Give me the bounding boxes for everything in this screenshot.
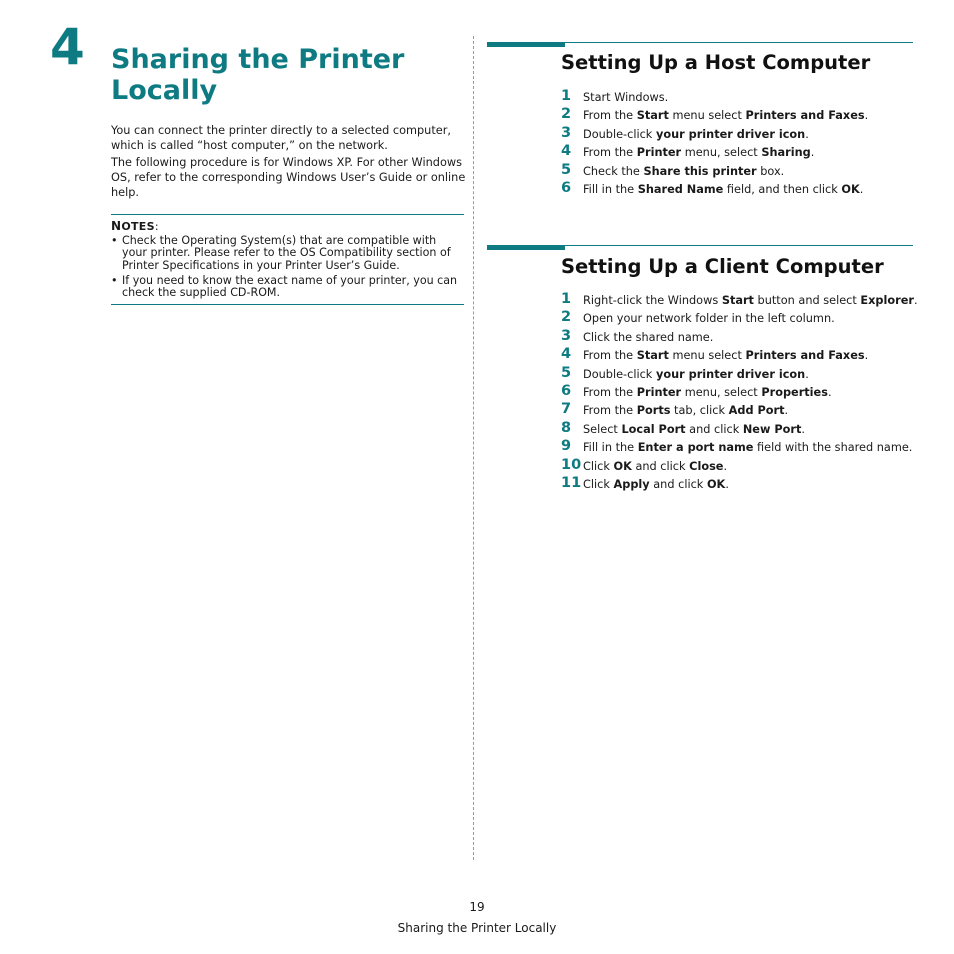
notes-heading-initial: N [111,219,122,233]
step-item [561,346,921,364]
step-number: 5 [561,161,572,178]
step-number: 8 [561,419,572,436]
step-text [583,91,668,105]
step-text-part: box. [756,164,785,178]
step-text-bold: Local Port [621,422,686,436]
step-text [583,368,809,382]
chapter-title: Sharing the Printer Locally [111,44,405,106]
step-text-part: . [801,422,805,436]
section-rule-bar [487,42,565,47]
step-text [583,294,918,308]
step-text-part: Click [583,459,614,473]
step-item [561,291,921,309]
step-text-bold: OK [613,459,632,473]
step-item [561,383,921,401]
step-text-bold: Properties [761,385,828,399]
step-text-bold: your printer driver icon [655,367,806,381]
step-item [561,401,921,419]
step-text-part: Open your network folder in the left column. [583,312,835,326]
step-number: 7 [561,401,572,418]
step-text-part: and click [649,477,707,491]
step-number: 6 [561,179,572,196]
step-text-part: From the [583,349,637,363]
step-text-part: From the [583,146,637,160]
step-text-part: . [784,404,789,418]
step-text-bold: Start [636,109,669,123]
step-text [583,404,788,418]
step-text [583,109,868,123]
step-text-part: . [827,385,832,399]
step-text-part: Double-click [583,127,656,141]
step-item [561,438,921,456]
step-text-part: . [725,477,729,491]
step-number: 1 [561,291,572,307]
step-text-part: From the [583,109,637,123]
step-text-bold: Start [721,294,754,307]
step-text [583,478,729,492]
step-item [561,88,921,106]
step-text-bold: Add Port [728,404,785,418]
step-text-bold: Close [689,459,724,473]
step-item [561,106,921,124]
step-text-bold: Printer [636,385,682,399]
step-number: 4 [561,346,572,363]
notes-list [111,235,464,302]
step-text-bold: Start [636,349,669,363]
step-text-part: button and select [753,294,861,307]
step-text-part: Click [583,477,614,491]
step-text-part: . [864,349,869,363]
step-text-part: Select [583,422,622,436]
notes-heading-rest: OTES [121,220,155,233]
step-text-part: menu select [668,109,746,123]
chapter-number: 4 [50,18,85,76]
notes-box [111,214,464,305]
step-text-part: tab, click [670,404,729,418]
step-text-bold: OK [706,477,726,491]
step-text-part: Check the [583,164,644,178]
intro-paragraph: You can connect the printer directly to a selected computer, which is called “host computer,” on the network. [111,124,451,152]
step-text-part: menu, select [681,146,762,160]
step-text-part: Start Windows. [583,91,669,104]
step-text-part: From the [583,385,637,399]
step-item [561,365,921,383]
step-number: 6 [561,382,572,399]
step-number: 2 [561,106,572,123]
step-number: 9 [561,438,572,455]
step-text [583,349,868,363]
step-text-part: . [864,109,869,123]
step-number: 10 [561,456,582,473]
notes-heading-colon: : [154,220,159,233]
step-number: 2 [561,309,572,326]
step-text [583,460,727,474]
step-text-bold: Shared Name [637,182,724,196]
host-section-title: Setting Up a Host Computer [561,51,871,74]
step-item [561,457,921,475]
step-number: 11 [561,474,582,491]
page-number: 19 [469,900,485,914]
step-text [583,441,912,455]
step-text-part: menu select [668,349,746,363]
intro-paragraph: The following procedure is for Windows XP. For other Windows OS, refer to the corresponding Windows User’s Guide or online help. [111,156,466,199]
step-number: 3 [561,327,572,344]
step-text-part: Double-click [583,367,656,381]
step-text-part: and click [685,422,743,436]
step-text-part: Right-click the Windows [583,294,722,307]
step-item [561,180,921,198]
step-number: 4 [561,143,572,160]
section-rule-client [487,245,913,251]
step-item [561,475,921,493]
step-text-bold: Printers and Faxes [745,109,865,123]
section-rule-line [565,42,913,43]
step-text-bold: Ports [636,404,671,418]
step-text-bold: Share this printer [643,164,757,178]
step-text-bold: New Port [742,422,802,436]
host-steps-list [561,88,921,198]
step-text [583,331,713,345]
step-text-part: From the [583,404,637,418]
step-text-bold: Explorer [860,294,914,307]
step-text-part: and click [631,459,690,473]
note-item: • If you need to know the exact name of your printer, you can check the supplied CD-ROM. [111,275,464,300]
step-number: 1 [561,88,572,104]
step-text [583,423,805,437]
step-item [561,125,921,143]
step-item [561,420,921,438]
step-text [583,183,863,197]
step-text-bold: OK [841,182,860,196]
step-text-bold: Sharing [761,146,811,160]
section-rule-bar [487,245,565,250]
step-text-part: . [723,459,728,473]
step-text-part: . [913,294,918,307]
step-item [561,328,921,346]
step-item [561,143,921,161]
step-number: 5 [561,364,572,381]
step-number: 3 [561,124,572,141]
step-text-bold: Printers and Faxes [745,349,865,363]
step-text [583,386,832,400]
step-text-part: . [859,182,864,196]
client-section-title: Setting Up a Client Computer [561,255,884,278]
note-item: • Check the Operating System(s) that are compatible with your printer. Please refer to the OS Compatibility section of Printer Specifications in your Printer User’s Guide. [111,235,464,272]
step-text-part: field, and then click [723,182,842,196]
step-text-part: field with the shared name. [753,441,913,455]
step-text-bold: Enter a port name [637,441,754,455]
step-text [583,146,814,160]
step-item [561,309,921,327]
footer-title: Sharing the Printer Locally [397,921,557,935]
step-text-part: Fill in the [583,441,638,455]
step-text-part: menu, select [681,385,762,399]
step-text-part: . [805,367,809,381]
step-item [561,162,921,180]
step-text-part: Click the shared name. [583,330,714,344]
column-divider [473,36,474,860]
step-text-bold: Printer [636,146,682,160]
step-text [583,312,835,326]
step-text-part: Fill in the [583,182,638,196]
step-text-bold: your printer driver icon [655,127,806,141]
step-text [583,128,809,142]
step-text [583,165,784,179]
section-rule-line [565,245,913,246]
step-text-part: . [805,127,809,141]
client-steps-list [561,291,921,493]
step-text-part: . [810,146,815,160]
notes-heading [111,219,159,233]
step-text-bold: Apply [613,477,650,491]
section-rule-host [487,42,913,48]
